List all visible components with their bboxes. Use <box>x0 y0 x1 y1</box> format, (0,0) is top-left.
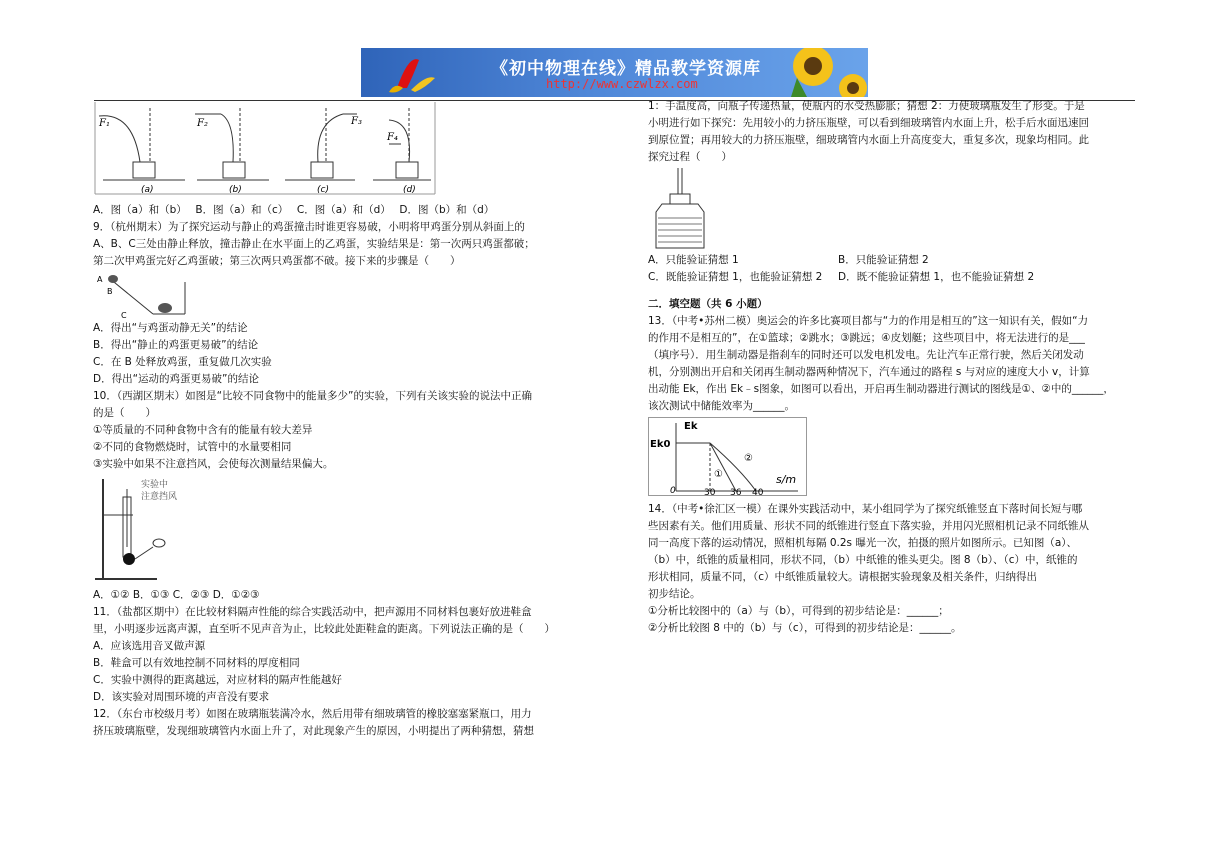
q14-line-4: （b）中，纸锥的质量相同，形状不同，（b）中纸锥的锥头更尖。图 8（b）、（c）中，纸锥的 <box>648 554 1078 566</box>
q13-line-6: 该次测试中储能效率为______。 <box>648 400 795 412</box>
q12-cont-2: 小明进行如下探究：先用较小的力挤压瓶壁，可以看到细玻璃管内水面上升，松手后水面迅速回 <box>648 117 1089 129</box>
left-column <box>93 102 588 740</box>
fig-note-line-2: 注意挡风 <box>141 492 178 502</box>
force-label-3: F₃ <box>351 116 362 127</box>
q10-line-2: 的是（ ） <box>93 407 156 419</box>
q10-line-4: ②不同的食物燃烧时，试管中的水量要相同 <box>93 441 292 453</box>
q9-option-a: A．得出“与鸡蛋动静无关”的结论 <box>93 322 248 334</box>
force-caption-b: (b) <box>229 185 242 195</box>
q12-cont-1: 1：手温度高，向瓶子传递热量，使瓶内的水受热膨胀；猜想 2：力使玻璃瓶发生了形变。于是 <box>648 100 1085 112</box>
q14-line-7: ①分析比较图中的（a）与（b），可得到的初步结论是：______； <box>648 605 949 617</box>
q11-option-b: B．鞋盒可以有效地控制不同材料的厚度相同 <box>93 657 300 669</box>
q12-line-2: 挤压玻璃瓶壁，发现细玻璃管内水面上升了，对此现象产生的原因，小明提出了两种猜想，猜想 <box>93 725 534 737</box>
q9-option-b: B．得出“静止的鸡蛋更易破”的结论 <box>93 339 259 351</box>
graph-x-label: s/m <box>776 473 797 486</box>
fig-note-line-1: 实验中 <box>141 480 169 490</box>
q13-line-1: 13．（中考•苏州二模）奥运会的许多比赛项目都与“力的作用是相互的”这一知识有关，假如“力 <box>648 315 1089 327</box>
slope-label-b: B <box>107 287 113 296</box>
q13-line-3: （填序号）．用生制动器是指刹车的同时还可以发电机发电。先让汽车正常行驶，然后关闭发动 <box>648 349 1084 361</box>
force-caption-d: (d) <box>403 185 416 195</box>
q11-line-2: 里，小明逐步远离声源，直至听不见声音为止，比较此处距鞋盒的距离。下列说法正确的是（ ） <box>93 623 555 635</box>
banner-title: 《初中物理在线》精品教学资源库 <box>491 59 761 79</box>
logo-icon <box>397 59 419 88</box>
q12-option-c: C．既能验证猜想 1，也能验证猜想 2 <box>648 271 823 283</box>
q11-option-c: C．实验中测得的距离越远，对应材料的隔声性能越好 <box>93 674 342 686</box>
q11-line-1: 11．（盐都区期中）在比较材料隔声性能的综合实践活动中，把声源用不同材料包裹好放进鞋盒 <box>93 606 532 618</box>
q9-line-2: A、B、C三处由静止释放，撞击静止在水平面上的乙鸡蛋，实验结果是：第一次两只鸡蛋都破； <box>93 238 535 250</box>
force-label-1: F₁ <box>99 118 110 129</box>
burning-food-figure <box>93 475 183 585</box>
header-banner <box>361 48 868 97</box>
q12-option-b: B．只能验证猜想 2 <box>838 254 929 266</box>
q9-line-1: 9．（杭州期末）为了探究运动与静止的鸡蛋撞击时谁更容易破，小明将甲鸡蛋分别从斜面上的 <box>93 221 525 233</box>
q14-line-6: 初步结论。 <box>648 588 701 600</box>
q12-cont-3: 到原位置；再用较大的力挤压瓶壁，细玻璃管内水面上升高度变大，重复多次，现象均相同。此 <box>648 134 1089 146</box>
graph-curve-2: ② <box>744 453 753 464</box>
q8-options: A．图（a）和（b） B．图（a）和（c） C．图（a）和（d） D．图（b）和（d） <box>93 204 495 216</box>
q12-options-row-2 <box>648 269 1138 286</box>
q12-option-d: D．既不能验证猜想 1，也不能验证猜想 2 <box>838 271 1035 283</box>
q14-line-3: 同一高度下落的运动情况，照相机每隔 0.2s 曝光一次，拍摄的照片如图所示。已知图（a）、 <box>648 537 1078 549</box>
q12-options-row-1 <box>648 252 1138 269</box>
force-caption-c: (c) <box>317 185 329 195</box>
egg-jia-icon <box>108 275 118 283</box>
graph-tick-36: 36 <box>730 488 742 497</box>
q10-line-5: ③实验中如果不注意挡风，会使每次测量结果偏大。 <box>93 458 334 470</box>
q12-option-a: A．只能验证猜想 1 <box>648 254 739 266</box>
banner-url[interactable]: http://www.czwlzx.com <box>546 77 698 91</box>
q14-line-8: ②分析比较图 8 中的（b）与（c），可得到的初步结论是：______。 <box>648 622 962 634</box>
graph-curve-1: ① <box>714 469 723 480</box>
sunflower-icon <box>791 48 867 97</box>
force-label-4: F₄ <box>387 132 398 143</box>
q11-option-a: A．应该选用音叉做声源 <box>93 640 206 652</box>
q13-line-2: 的作用不是相互的”，在①篮球；②跳水；③跳远；④皮划艇；这些项目中，将无法进行的是___ <box>648 332 1085 344</box>
q9-line-3: 第二次甲鸡蛋完好乙鸡蛋破；第三次两只鸡蛋都不破。接下来的步骤是（ ） <box>93 255 461 267</box>
ek-s-graph <box>648 417 808 497</box>
q11-option-d: D．该实验对周围环境的声音没有要求 <box>93 691 270 703</box>
section-title: 二．填空题（共 6 小题） <box>648 298 768 310</box>
q9-option-c: C．在 B 处释放鸡蛋，重复做几次实验 <box>93 356 272 368</box>
slope-label-c: C <box>121 311 127 320</box>
q9-option-d: D．得出“运动的鸡蛋更易破”的结论 <box>93 373 259 385</box>
force-label-2: F₂ <box>197 118 208 129</box>
graph-tick-40: 40 <box>752 488 764 497</box>
q10-options: A．①② B．①③ C．②③ D．①②③ <box>93 589 260 601</box>
glass-bottle-figure <box>648 166 718 252</box>
graph-y-mark: Ek0 <box>650 439 671 450</box>
force-caption-a: (a) <box>141 185 154 195</box>
q14-line-5: 形状相同，质量不同，（c）中纸锥质量较大。请根据实验现象及相关条件，归纳得出 <box>648 571 1038 583</box>
q14-line-2: 些因素有关。他们用质量、形状不同的纸锥进行竖直下落实验，并用闪光照相机记录不同纸锥从 <box>648 520 1089 532</box>
right-column <box>648 98 1138 637</box>
q10-line-1: 10．（西湖区期末）如图是“比较不同食物中的能量多少”的实验，下列有关该实验的说法中正确 <box>93 390 532 402</box>
q12-cont-4: 探究过程（ ） <box>648 151 732 163</box>
egg-yi-icon <box>158 303 172 313</box>
q14-line-1: 14．（中考•徐汇区一模）在课外实践活动中，某小组同学为了探究纸锥竖直下落时间长短与哪 <box>648 503 1083 515</box>
graph-origin: 0 <box>670 486 676 496</box>
graph-tick-30: 30 <box>704 488 716 497</box>
q13-line-4: 机，分别测出开启和关闭再生制动器两种情况下，汽车通过的路程 s 与对应的速度大小 v，计算 <box>648 366 1090 378</box>
graph-y-label: Ek <box>684 421 698 432</box>
q12-line-1: 12．（东台市校级月考）如图在玻璃瓶装满冷水，然后用带有细玻璃管的橡胶塞塞紧瓶口，用力 <box>93 708 532 720</box>
force-figure <box>93 102 438 198</box>
slope-label-a: A <box>97 275 103 284</box>
q10-line-3: ①等质量的不同种食物中含有的能量有较大差异 <box>93 424 313 436</box>
egg-slope-figure <box>93 270 189 320</box>
q13-line-5: 出动能 Ek，作出 Ek﹣s图象，如图可以看出，开启再生制动器进行测试的图线是①、②中的______， <box>648 383 1114 395</box>
